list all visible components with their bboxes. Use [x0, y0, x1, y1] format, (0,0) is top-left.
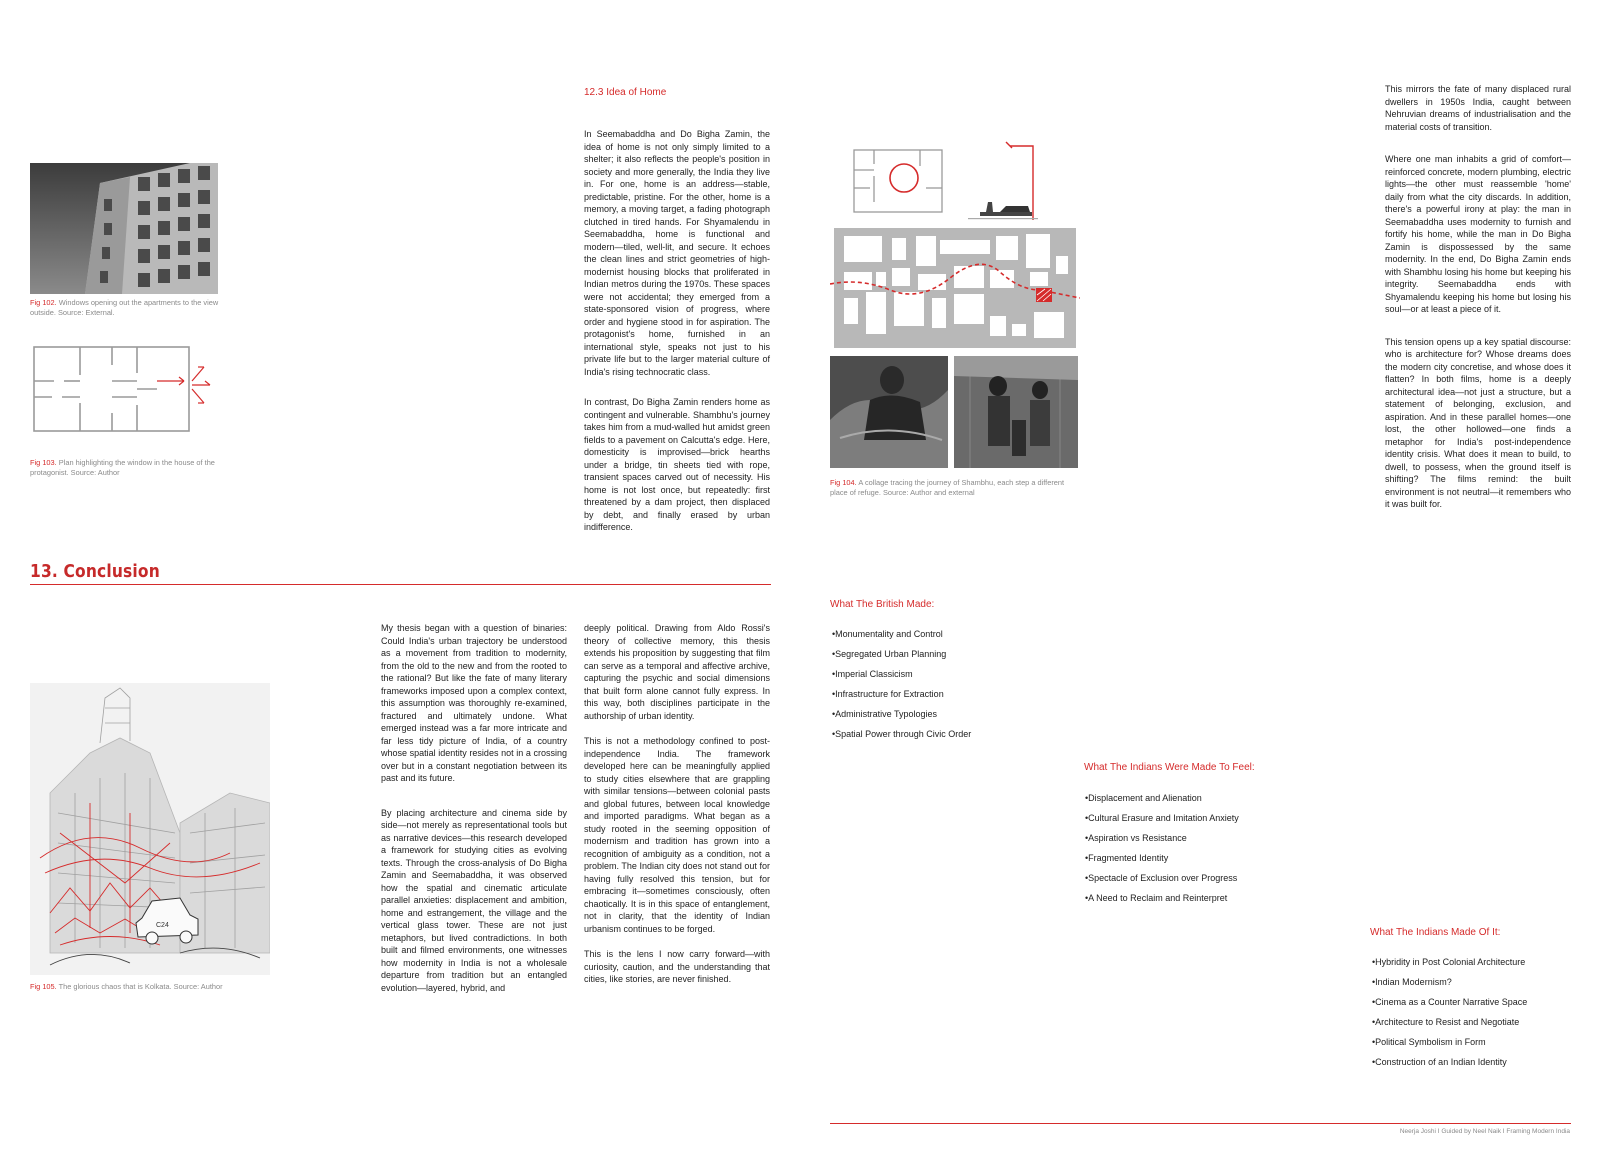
list-item: • Monumentality and Control [832, 627, 971, 647]
footer-text: Neerja Joshi I Guided by Neel Naik I Framing Modern India [1399, 1128, 1570, 1135]
footer-rule [830, 1123, 1571, 1124]
fig105-caption [30, 982, 270, 992]
fig105-sketch [30, 683, 270, 975]
fig103-plan [32, 345, 222, 435]
list-item: • Hybridity in Post Colonial Architecture [1372, 955, 1527, 975]
list-item: • Cultural Erasure and Imitation Anxiety [1085, 811, 1239, 831]
list-item: • Spatial Power through Civic Order [832, 727, 971, 747]
list-item: • Political Symbolism in Form [1372, 1035, 1527, 1055]
list-item: • Architecture to Resist and Negotiate [1372, 1015, 1527, 1035]
feel-list [1085, 791, 1239, 911]
right-column-paragraph-2: Where one man inhabits a grid of comfort—reinforced concrete, modern plumbing, electric lights—the other must reassemble 'home' daily from what the city discards. In addition, there's a powerful irony at play: the man in Seemabaddha uses modernity to furnish and fortify his home, while the man in Do Bigha Zamin is dispossessed by the same modernity. In the end, Do Bigha Zamin ends with Shambhu losing his home but keeping his integrity. Seemabaddha ends with Shyamalendu keeping his home but losing his soul—or at least a piece of it. [1385, 154, 1571, 314]
list-item: • A Need to Reclaim and Reinterpret [1085, 891, 1239, 911]
list-item: • Infrastructure for Extraction [832, 687, 971, 707]
list-item: • Spectacle of Exclusion over Progress [1085, 871, 1239, 891]
british-list-heading: What The British Made: [830, 599, 935, 610]
fig103-label: Fig 103. [30, 458, 57, 467]
right-column-paragraph-1: This mirrors the fate of many displaced rural dwellers in 1950s India, caught between Nehruvian dreams of industrialisation and the material costs of transition. [1385, 84, 1571, 132]
fig103-caption [30, 458, 225, 477]
section-12-3-paragraph-1: In Seemabaddha and Do Bigha Zamin, the idea of home is not only simply limited to a shelter; it also reflects the people's position in society and more generally, the India they live in. For one, home is an address—stable, predictable, pristine. For the other, home is a memory, a moving target, a fading photograph clutched in tired hands. For Shyamalendu in Seemabaddha, home is functional and modern—tiled, well-lit, and secure. It echoes the clean lines and strict geometries of high-modernist housing blocks that proliferated in Indian metros during the 1970s. These spaces were not accidental; they emerged from a state-sponsored vision of progress, where order and hygiene stood in for aspiration. The protagonist's home, furnished in an international style, speaks not just to his private life but to the larger material culture of India's rising technocratic class. [584, 129, 770, 377]
list-item: • Administrative Typologies [832, 707, 971, 727]
conclusion-column-1 [381, 622, 567, 1007]
made-list [1372, 955, 1527, 1075]
fig104-caption [830, 478, 1080, 497]
conclusion-col2-paragraph-3: This is the lens I now carry forward—with curiosity, caution, and the understanding that cities, like stories, are never finished. [584, 949, 770, 984]
list-item: • Construction of an Indian Identity [1372, 1055, 1527, 1075]
list-item: • Fragmented Identity [1085, 851, 1239, 871]
list-item: • Aspiration vs Resistance [1085, 831, 1239, 851]
sketch-plate-number: C24 [156, 922, 169, 929]
right-column-paragraph-3: This tension opens up a key spatial discourse: who is architecture for? Whose dreams does the modern city concretise, and whose does it flatten? In both films, home is a deeply architectural idea—not just a structure, but a statement of belonging, exclusion, and aspiration. And in these parallel homes—one lost, the other hollowed—one finds a metaphor for India's post-independence identity crisis. What does it mean to build, to dwell, to possess, when the ground itself is shifting? The films remind: the built environment is not neutral—it remembers who it was built for. [1385, 336, 1571, 509]
list-item: • Segregated Urban Planning [832, 647, 971, 667]
british-list [832, 627, 971, 747]
fig105-text: The glorious chaos that is Kolkata. Source: Author [58, 982, 223, 991]
list-item: • Indian Modernism? [1372, 975, 1527, 995]
feel-list-heading: What The Indians Were Made To Feel: [1084, 762, 1255, 773]
conclusion-col1-paragraph-1: My thesis began with a question of binaries: Could India's urban trajectory be understood as a movement from tradition to modernity, from the old to the new and from the rooted to the rational? But like the fate of many literary frameworks imposed upon a complex context, this assumption was thoroughly re-examined, fractured and ultimately undone. What emerged instead was a far more intricate and far less tidy picture of India, of a country whose spatial identity resides not in a crossing over but in a constant negotiation between its past and its future. [381, 623, 567, 783]
list-item: • Imperial Classicism [832, 667, 971, 687]
list-item: • Cinema as a Counter Narrative Space [1372, 995, 1527, 1015]
fig102-text: Windows opening out the apartments to the view outside. Source: External. [30, 298, 219, 317]
list-item: • Displacement and Alienation [1085, 791, 1239, 811]
section-12-3-heading: 12.3 Idea of Home [584, 87, 667, 98]
conclusion-col2-paragraph-2: This is not a methodology confined to post-independence India. The framework developed here can be meaningfully applied to study cities elsewhere that are grappling with similar tensions—between colonial pasts and global futures, between local knowledge and imported paradigms. What began as a study rooted in the seeming opposition of modernism and tradition has grown into a recognition of ambiguity as a condition, not a problem. The Indian city does not stand out for having fully resolved this tension, but for embracing it—sometimes consciously, often chaotically. It is in this space of entanglement, not in clarity, that the identity of Indian urbanism continues to be forged. [584, 736, 770, 934]
fig103-text: Plan highlighting the window in the house of the protagonist. Source: Author [30, 458, 215, 477]
fig104-collage [830, 140, 1080, 475]
conclusion-rule [30, 584, 771, 585]
conclusion-column-2 [584, 622, 770, 999]
section-12-3-paragraph-2: In contrast, Do Bigha Zamin renders home as contingent and vulnerable. Shambhu's journey takes him from a mud-walled hut amidst green fields to a pavement on Calcutta's edge. Here, domesticity is improvised—brick hearths under a bridge, tin sheets tied with rope, transient spaces carved out of necessity. His home is not lost once, but repeatedly: first threatened by a dam project, then displaced by debt, and finally erased by urban indifference. [584, 397, 770, 532]
conclusion-heading: 13. Conclusion [30, 561, 160, 582]
right-column [1385, 83, 1571, 524]
conclusion-col2-paragraph-1: deeply political. Drawing from Aldo Rossi's theory of collective memory, this thesis extends his proposition by suggesting that film can serve as a temporal and affective archive, capturing the psychic and social dimensions that built form alone cannot fully express. In this way, both disciplines participate in the authorship of urban identity. [584, 623, 770, 721]
fig102-photo [30, 163, 218, 294]
section-12-3-body [584, 128, 770, 547]
fig102-caption [30, 298, 225, 317]
fig102-label: Fig 102. [30, 298, 57, 307]
fig104-text: A collage tracing the journey of Shambhu, each step a different place of refuge. Source: Author and external [830, 478, 1065, 497]
fig105-label: Fig 105. [30, 982, 57, 991]
fig104-label: Fig 104. [830, 478, 857, 487]
made-list-heading: What The Indians Made Of It: [1370, 927, 1501, 938]
conclusion-col1-paragraph-2: By placing architecture and cinema side by side—not merely as representational tools but as narrative devices—this research developed a framework for studying cities as evolving texts. Through the cross-analysis of Do Bigha Zamin and Seemabaddha, it was observed how the spatial and cinematic articulate parallel anxieties: displacement and ambition, home and estrangement, the village and the vertical glass tower. These are not just metaphors, but lived contradictions. In both built and filmed environments, one witnesses how modernity in India is not a wholesale departure from tradition but an entangled evolution—layered, hybrid, and [381, 807, 567, 993]
